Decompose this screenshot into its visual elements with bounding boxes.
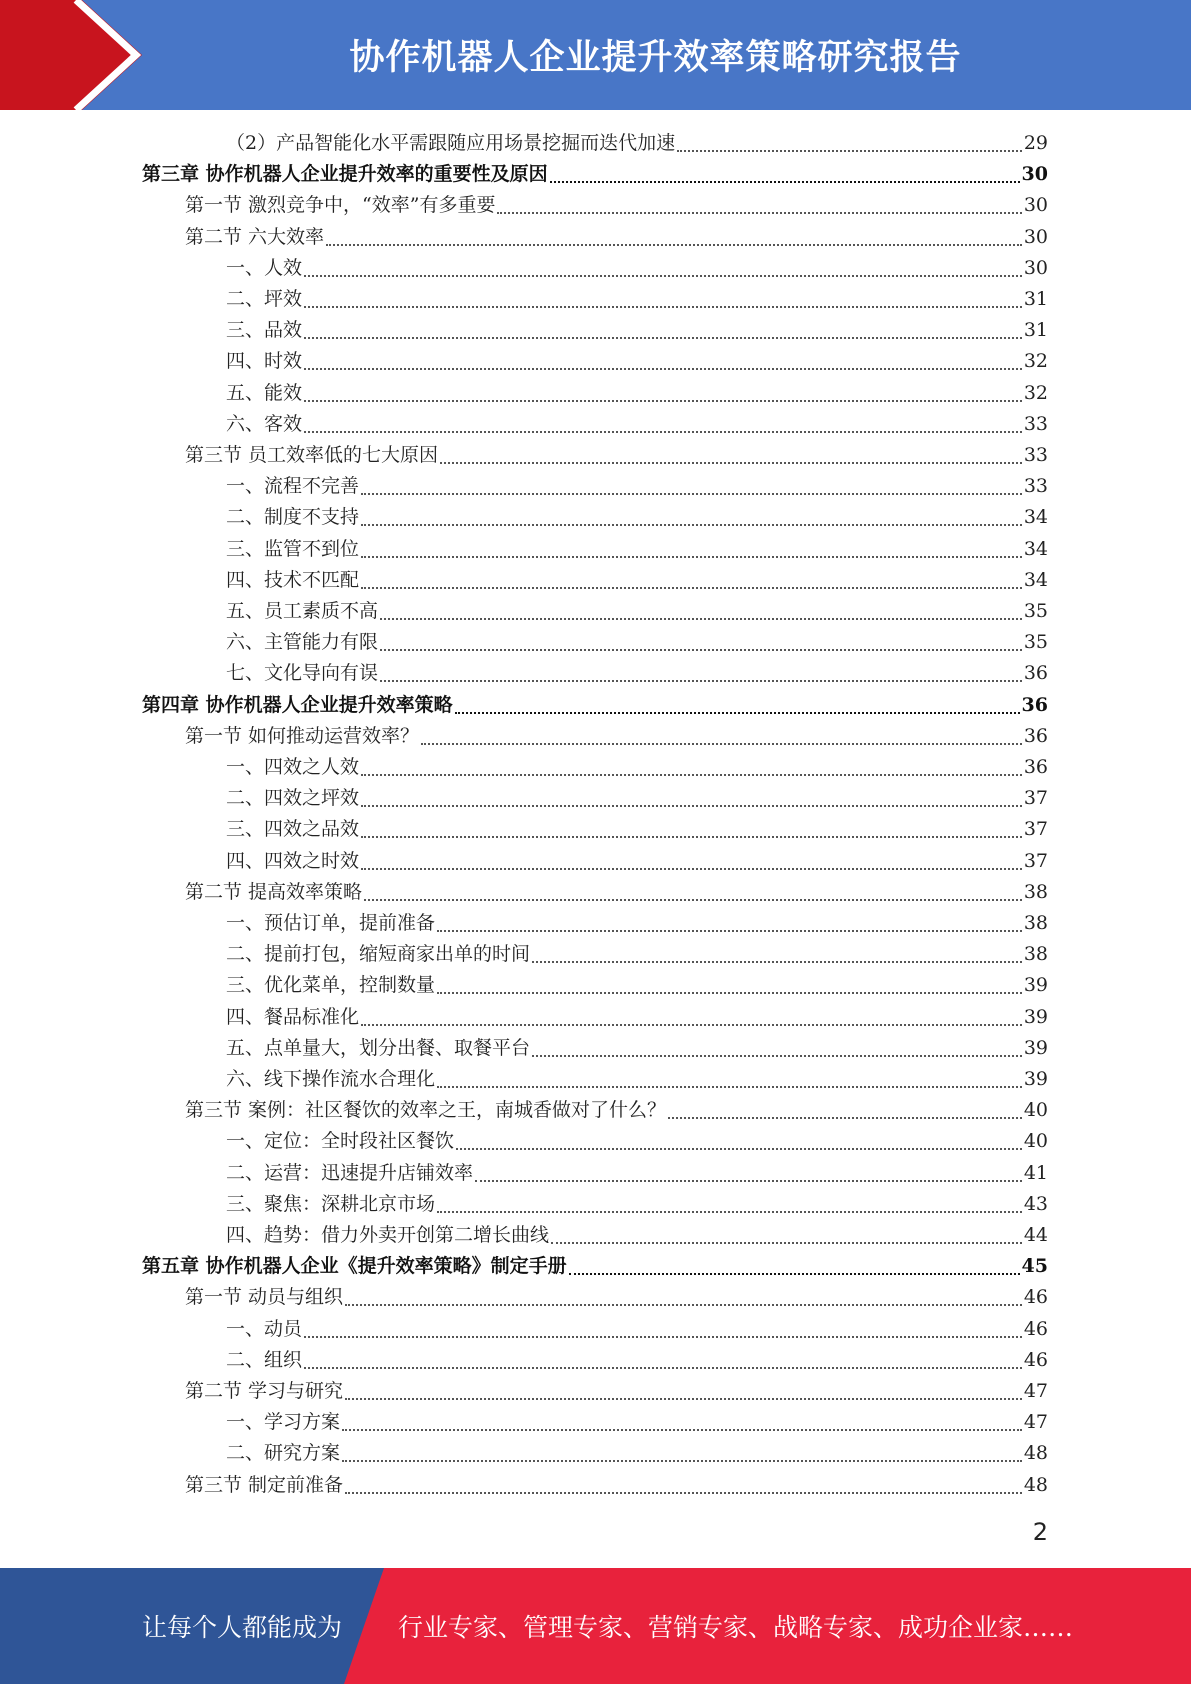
page-number: 2 bbox=[1032, 1518, 1048, 1546]
toc-entry-page-number: 30 bbox=[1023, 256, 1048, 279]
toc-dot-leader bbox=[361, 773, 1022, 776]
toc-dot-leader bbox=[421, 742, 1022, 745]
toc-subsection-entry[interactable] bbox=[226, 1407, 1048, 1438]
toc-subsection-entry[interactable] bbox=[226, 471, 1048, 502]
toc-section-entry[interactable] bbox=[185, 721, 1048, 752]
toc-entry-label: 第三章 协作机器人企业提升效率的重要性及原因 bbox=[142, 163, 548, 186]
toc-dot-leader bbox=[380, 648, 1022, 651]
toc-dot-leader bbox=[345, 1397, 1022, 1400]
toc-entry-label: 第一节 动员与组织 bbox=[185, 1286, 344, 1309]
toc-dot-leader bbox=[437, 1085, 1022, 1088]
toc-subsection-entry[interactable] bbox=[226, 1438, 1048, 1469]
toc-subsection-entry[interactable] bbox=[226, 346, 1048, 377]
toc-entry-label: 四、四效之时效 bbox=[226, 849, 360, 872]
toc-entry-label: 第三节 制定前准备 bbox=[185, 1473, 344, 1496]
toc-subsection-entry[interactable] bbox=[226, 1033, 1048, 1064]
toc-dot-leader bbox=[380, 679, 1022, 682]
toc-entry-page-number: 46 bbox=[1023, 1286, 1048, 1309]
toc-dot-leader bbox=[342, 1428, 1022, 1431]
toc-entry-page-number: 37 bbox=[1023, 787, 1048, 810]
toc-entry-page-number: 46 bbox=[1023, 1317, 1048, 1340]
toc-entry-page-number: 46 bbox=[1023, 1348, 1048, 1371]
toc-entry-page-number: 37 bbox=[1023, 849, 1048, 872]
toc-entry-label: 三、四效之品效 bbox=[226, 818, 360, 841]
toc-entry-page-number: 39 bbox=[1023, 1036, 1048, 1059]
toc-entry-page-number: 31 bbox=[1023, 288, 1048, 310]
toc-entry-page-number: 48 bbox=[1023, 1473, 1048, 1496]
toc-section-entry[interactable] bbox=[185, 1376, 1048, 1407]
toc-section-entry[interactable] bbox=[185, 1470, 1048, 1501]
toc-dot-leader bbox=[569, 1272, 1020, 1275]
toc-subsection-entry[interactable] bbox=[226, 315, 1048, 346]
toc-entry-page-number: 30 bbox=[1023, 225, 1048, 248]
toc-dot-leader bbox=[440, 461, 1022, 464]
toc-subsection-entry[interactable] bbox=[226, 409, 1048, 440]
toc-entry-page-number: 39 bbox=[1023, 974, 1048, 997]
toc-entry-page-number: 36 bbox=[1021, 693, 1048, 716]
toc-entry-page-number: 40 bbox=[1023, 1099, 1048, 1122]
toc-dot-leader bbox=[550, 180, 1020, 183]
toc-entry-label: 三、优化菜单，控制数量 bbox=[226, 974, 436, 997]
toc-dot-leader bbox=[361, 867, 1022, 870]
toc-chapter-entry[interactable] bbox=[142, 690, 1048, 721]
toc-section-entry[interactable] bbox=[185, 222, 1048, 253]
toc-entry-page-number: 38 bbox=[1023, 912, 1048, 934]
footer-slogan-left: 让每个人都能成为 bbox=[142, 1613, 343, 1642]
toc-subsection-entry[interactable] bbox=[226, 1064, 1048, 1095]
toc-subsection-entry[interactable] bbox=[226, 534, 1048, 565]
toc-entry-page-number: 34 bbox=[1023, 537, 1048, 560]
toc-entry-label: 五、点单量大，划分出餐、取餐平台 bbox=[226, 1036, 531, 1059]
toc-entry-label: （2）产品智能化水平需跟随应用场景挖掘而迭代加速 bbox=[226, 132, 676, 154]
toc-entry-label: 第一节 如何推动运营效率？ bbox=[185, 724, 420, 747]
toc-subsection-entry[interactable] bbox=[226, 1002, 1048, 1033]
toc-entry-label: 四、餐品标准化 bbox=[226, 1005, 360, 1028]
toc-entry-page-number: 30 bbox=[1021, 163, 1048, 186]
toc-subsection-entry[interactable] bbox=[226, 970, 1048, 1001]
toc-section-entry[interactable] bbox=[185, 877, 1048, 908]
toc-dot-leader bbox=[361, 835, 1022, 838]
toc-dot-leader bbox=[497, 211, 1021, 214]
toc-dot-leader bbox=[361, 523, 1022, 526]
toc-section-entry[interactable] bbox=[185, 190, 1048, 221]
toc-entry-page-number: 34 bbox=[1023, 506, 1048, 529]
toc-dot-leader bbox=[304, 430, 1022, 433]
toc-entry-label: 二、提前打包，缩短商家出单的时间 bbox=[226, 943, 531, 966]
toc-entry-page-number: 30 bbox=[1023, 194, 1048, 217]
toc-entry-page-number: 38 bbox=[1023, 880, 1048, 903]
toc-chapter-entry[interactable] bbox=[142, 1251, 1048, 1282]
toc-entry-label: 一、定位：全时段社区餐饮 bbox=[226, 1130, 455, 1153]
toc-entry-page-number: 37 bbox=[1023, 818, 1048, 841]
toc-dot-leader bbox=[437, 1210, 1022, 1213]
toc-subsection-entry[interactable] bbox=[226, 1126, 1048, 1157]
toc-dot-leader bbox=[361, 1023, 1022, 1026]
toc-dot-leader bbox=[456, 1147, 1022, 1150]
toc-dot-leader bbox=[342, 1459, 1022, 1462]
toc-entry-label: 一、人效 bbox=[226, 256, 303, 279]
toc-entry-label: 四、时效 bbox=[226, 350, 303, 373]
toc-subsection-entry[interactable] bbox=[226, 253, 1048, 284]
toc-entry-page-number: 34 bbox=[1023, 568, 1048, 591]
toc-entry-label: 三、监管不到位 bbox=[226, 537, 360, 560]
toc-dot-leader bbox=[475, 1179, 1022, 1182]
toc-entry-page-number: 47 bbox=[1023, 1411, 1048, 1434]
toc-entry-label: 二、运营：迅速提升店铺效率 bbox=[226, 1161, 474, 1184]
toc-entry-label: 第三节 案例：社区餐饮的效率之王，南城香做对了什么？ bbox=[185, 1099, 667, 1122]
toc-entry-page-number: 32 bbox=[1023, 350, 1048, 373]
toc-entry-label: 一、动员 bbox=[226, 1317, 303, 1340]
toc-entry-page-number: 36 bbox=[1023, 662, 1048, 685]
toc-subsection-entry[interactable] bbox=[226, 1220, 1048, 1251]
toc-entry-label: 四、趋势：借力外卖开创第二增长曲线 bbox=[226, 1224, 550, 1246]
toc-dot-leader bbox=[532, 960, 1022, 963]
toc-dot-leader bbox=[361, 492, 1022, 495]
toc-entry-label: 第三节 员工效率低的七大原因 bbox=[185, 444, 439, 466]
toc-entry-label: 一、学习方案 bbox=[226, 1411, 341, 1434]
toc-entry-page-number: 36 bbox=[1023, 756, 1048, 778]
toc-entry-label: 二、研究方案 bbox=[226, 1442, 341, 1465]
toc-dot-leader bbox=[304, 399, 1022, 402]
toc-entry-label: 一、四效之人效 bbox=[226, 756, 360, 778]
toc-entry-label: 六、客效 bbox=[226, 412, 303, 435]
toc-entry-label: 第二节 六大效率 bbox=[185, 225, 325, 248]
report-title: 协作机器人企业提升效率策略研究报告 bbox=[349, 38, 962, 78]
toc-subsection-entry[interactable] bbox=[226, 1314, 1048, 1345]
toc-entry-label: 五、能效 bbox=[226, 381, 303, 404]
toc-entry-page-number: 35 bbox=[1023, 631, 1048, 654]
toc-entry-label: 第一节 激烈竞争中，“效率”有多重要 bbox=[185, 194, 496, 217]
toc-dot-leader bbox=[677, 149, 1022, 152]
toc-dot-leader bbox=[345, 1491, 1022, 1494]
toc-dot-leader bbox=[304, 1335, 1022, 1338]
toc-entry-label: 六、主管能力有限 bbox=[226, 631, 379, 654]
toc-dot-leader bbox=[668, 1116, 1022, 1119]
toc-entry-label: 四、技术不匹配 bbox=[226, 568, 360, 591]
toc-subsection-entry[interactable] bbox=[226, 284, 1048, 315]
toc-entry-label: 第二节 学习与研究 bbox=[185, 1380, 344, 1402]
toc-subsection-entry[interactable] bbox=[226, 596, 1048, 627]
toc-entry-page-number: 31 bbox=[1023, 319, 1048, 342]
toc-entry-page-number: 36 bbox=[1023, 724, 1048, 747]
toc-dot-leader bbox=[532, 1054, 1022, 1057]
toc-subsection-entry[interactable] bbox=[226, 502, 1048, 533]
toc-subsection-entry[interactable] bbox=[226, 565, 1048, 596]
toc-entry-label: 七、文化导向有误 bbox=[226, 662, 379, 685]
toc-chapter-entry[interactable] bbox=[142, 159, 1048, 190]
toc-subsection-entry[interactable] bbox=[226, 783, 1048, 814]
toc-entry-page-number: 43 bbox=[1023, 1192, 1048, 1215]
toc-dot-leader bbox=[551, 1241, 1022, 1244]
toc-entry-page-number: 39 bbox=[1023, 1005, 1048, 1028]
toc-entry-label: 一、预估订单，提前准备 bbox=[226, 912, 436, 934]
toc-section-entry[interactable] bbox=[185, 1282, 1048, 1313]
toc-entry-page-number: 33 bbox=[1023, 444, 1048, 466]
toc-entry-page-number: 45 bbox=[1021, 1255, 1048, 1278]
toc-subsection-entry[interactable] bbox=[226, 128, 1048, 159]
toc-entry-page-number: 33 bbox=[1023, 475, 1048, 498]
toc-entry-label: 二、四效之坪效 bbox=[226, 787, 360, 810]
toc-entry-page-number: 39 bbox=[1023, 1068, 1048, 1090]
toc-subsection-entry[interactable] bbox=[226, 846, 1048, 877]
toc-entry-label: 二、坪效 bbox=[226, 288, 303, 310]
toc-entry-page-number: 44 bbox=[1023, 1224, 1048, 1246]
toc-entry-label: 第二节 提高效率策略 bbox=[185, 880, 363, 903]
toc-dot-leader bbox=[304, 367, 1022, 370]
toc-dot-leader bbox=[364, 898, 1022, 901]
footer-slogan-right: 行业专家、管理专家、营销专家、战略专家、成功企业家…… bbox=[398, 1613, 1074, 1642]
toc-subsection-entry[interactable] bbox=[226, 1189, 1048, 1220]
toc-entry-label: 二、组织 bbox=[226, 1348, 303, 1371]
toc-subsection-entry[interactable] bbox=[226, 908, 1048, 939]
toc-entry-page-number: 29 bbox=[1023, 132, 1048, 154]
toc-dot-leader bbox=[361, 555, 1022, 558]
toc-entry-page-number: 40 bbox=[1023, 1130, 1048, 1153]
toc-dot-leader bbox=[345, 1303, 1022, 1306]
toc-entry-page-number: 35 bbox=[1023, 600, 1048, 622]
toc-entry-label: 一、流程不完善 bbox=[226, 475, 360, 498]
toc-subsection-entry[interactable] bbox=[226, 939, 1048, 970]
toc-entry-label: 六、线下操作流水合理化 bbox=[226, 1068, 436, 1090]
toc-dot-leader bbox=[437, 991, 1022, 994]
toc-entry-page-number: 33 bbox=[1023, 412, 1048, 435]
toc-entry-page-number: 38 bbox=[1023, 943, 1048, 966]
toc-entry-label: 五、员工素质不高 bbox=[226, 600, 379, 622]
toc-subsection-entry[interactable] bbox=[226, 752, 1048, 783]
toc-dot-leader bbox=[304, 336, 1022, 339]
toc-subsection-entry[interactable] bbox=[226, 814, 1048, 845]
toc-subsection-entry[interactable] bbox=[226, 658, 1048, 689]
toc-subsection-entry[interactable] bbox=[226, 627, 1048, 658]
toc-subsection-entry[interactable] bbox=[226, 1158, 1048, 1189]
toc-dot-leader bbox=[380, 617, 1022, 620]
toc-entry-label: 三、品效 bbox=[226, 319, 303, 342]
toc-entry-page-number: 32 bbox=[1023, 381, 1048, 404]
toc-dot-leader bbox=[455, 711, 1020, 714]
toc-entry-page-number: 48 bbox=[1023, 1442, 1048, 1465]
page-header bbox=[0, 0, 1191, 110]
page-footer bbox=[0, 1568, 1191, 1684]
header-arrow-decoration bbox=[0, 0, 150, 110]
toc-entry-page-number: 47 bbox=[1023, 1380, 1048, 1402]
toc-dot-leader bbox=[361, 804, 1022, 807]
toc-dot-leader bbox=[361, 586, 1022, 589]
toc-dot-leader bbox=[326, 243, 1022, 246]
toc-section-entry[interactable] bbox=[185, 440, 1048, 471]
toc-subsection-entry[interactable] bbox=[226, 1345, 1048, 1376]
toc-entry-label: 第四章 协作机器人企业提升效率策略 bbox=[142, 693, 453, 716]
toc-entry-label: 三、聚焦：深耕北京市场 bbox=[226, 1192, 436, 1215]
toc-dot-leader bbox=[304, 274, 1022, 277]
toc-entry-page-number: 41 bbox=[1023, 1161, 1048, 1184]
toc-section-entry[interactable] bbox=[185, 1095, 1048, 1126]
toc-subsection-entry[interactable] bbox=[226, 378, 1048, 409]
toc-dot-leader bbox=[304, 305, 1022, 308]
toc-dot-leader bbox=[304, 1366, 1022, 1369]
toc-dot-leader bbox=[437, 929, 1022, 932]
toc-entry-label: 第五章 协作机器人企业《提升效率策略》制定手册 bbox=[142, 1255, 567, 1278]
toc-entry-label: 二、制度不支持 bbox=[226, 506, 360, 529]
